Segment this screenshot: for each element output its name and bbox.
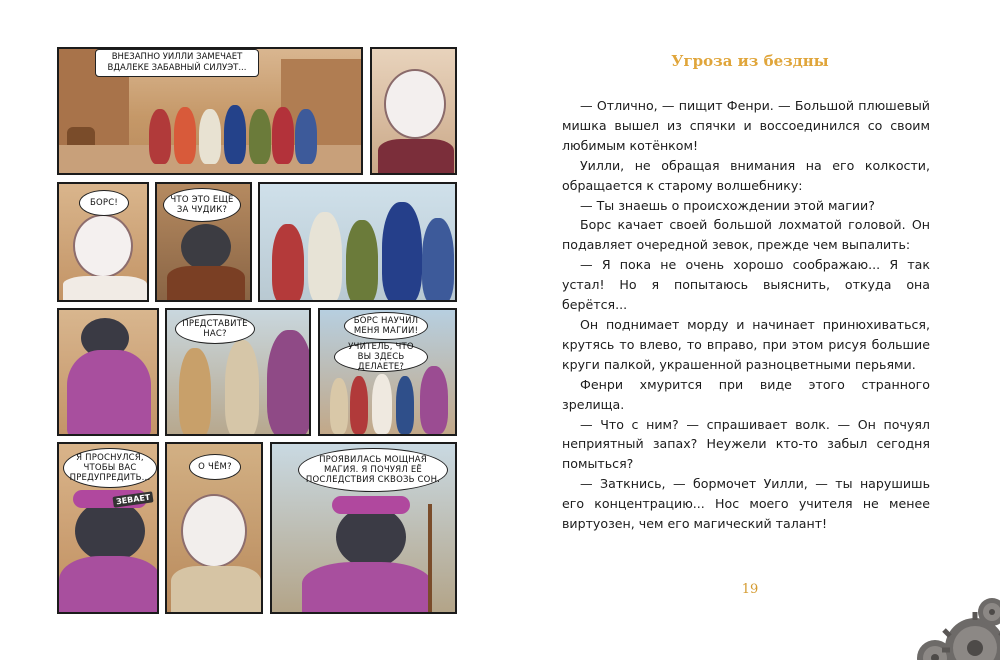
page-number: 19 bbox=[741, 582, 759, 597]
speech-bubble: ПРЕДСТАВИТЕ НАС? bbox=[175, 314, 255, 344]
white-tiger-body bbox=[63, 276, 147, 302]
body-text bbox=[562, 96, 930, 534]
comic-panel-street bbox=[57, 47, 363, 175]
comic-panel-tiger-brothers bbox=[258, 182, 457, 302]
paragraph: Он поднимает морду и начинает принюхиваться, крутясь то влево, то вправо, при этом рисуя большие круги палкой, украшенной разноцветными перьями. bbox=[562, 316, 930, 372]
comic-panel-white-tiger-question bbox=[165, 442, 263, 614]
tiger-character bbox=[330, 378, 348, 434]
tiger-group bbox=[249, 109, 271, 164]
narration-caption: ВНЕЗАПНО УИЛЛИ ЗАМЕЧАЕТ ВДАЛЕКЕ ЗАБАВНЫЙ СИЛУЭТ... bbox=[95, 49, 259, 77]
bear-character bbox=[267, 330, 311, 436]
feathered-staff bbox=[428, 504, 432, 614]
tiger-group bbox=[272, 107, 294, 164]
tiger-character bbox=[350, 376, 368, 434]
paragraph: — Заткнись, — бормочет Уилли, — ты нарушишь его концентрацию... Нос моего учителя не менее виртуозен, чем его магический талант! bbox=[562, 476, 930, 532]
comic-panel-bear bbox=[57, 308, 159, 436]
tiger-character bbox=[372, 374, 392, 434]
speech-bubble: Я ПРОСНУЛСЯ, ЧТОБЫ ВАС ПРЕДУПРЕДИТЬ... bbox=[63, 448, 157, 488]
comic-panel-introductions bbox=[165, 308, 311, 436]
bear-character bbox=[420, 366, 448, 434]
tiger-brother bbox=[422, 218, 454, 302]
comic-panel-bear-explains bbox=[270, 442, 457, 614]
paragraph: Фенри хмурится при виде этого странного зрелища. bbox=[562, 376, 930, 412]
white-tiger-body bbox=[378, 139, 454, 175]
comic-panel-wolf bbox=[155, 182, 252, 302]
comic-panel-white-tiger bbox=[57, 182, 149, 302]
white-tiger-body bbox=[171, 566, 261, 614]
bear-head bbox=[336, 506, 406, 568]
tiger-brother bbox=[308, 212, 342, 302]
tiger-character bbox=[179, 348, 211, 436]
wolf-head bbox=[181, 224, 231, 270]
paragraph: — Отлично, — пищит Фенри. — Большой плюшевый мишка вышел из спячки и воссоединился со своим любимым котёнком! bbox=[562, 98, 930, 153]
comic-panel-bear-yawning bbox=[57, 442, 159, 614]
paragraph: Борс качает своей большой лохматой головой. Он подавляет очередной зевок, прежде чем выпалить: bbox=[562, 217, 930, 253]
tiger-character bbox=[225, 340, 259, 436]
paragraph: — Я пока не очень хорошо соображаю... Я так устал! Но я попытаюсь выяснить, откуда она берётся... bbox=[562, 257, 930, 313]
bear-robe bbox=[59, 556, 159, 614]
speech-bubble: БОРС! bbox=[79, 190, 129, 216]
speech-bubble: ПРОЯВИЛАСЬ МОЩНАЯ МАГИЯ. Я ПОЧУЯЛ ЕЁ ПОСЛЕДСТВИЯ СКВОЗЬ СОН. bbox=[298, 448, 448, 492]
yawn-sound-effect: ЗЕВАЕТ bbox=[112, 491, 153, 508]
chapter-title: Угроза из бездны bbox=[671, 52, 829, 70]
tiger-group bbox=[149, 109, 171, 164]
comic-panel-crowd bbox=[318, 308, 457, 436]
bear-robe bbox=[67, 350, 151, 436]
comic-panel-white-tiger-portrait bbox=[370, 47, 457, 175]
speech-bubble: УЧИТЕЛЬ, ЧТО ВЫ ЗДЕСЬ ДЕЛАЕТЕ? bbox=[334, 342, 428, 372]
paragraph: Уилли, не обращая внимания на его колкости, обращается к старому волшебнику: bbox=[562, 157, 930, 193]
tiger-character bbox=[396, 376, 414, 434]
tiger-brother bbox=[382, 202, 422, 302]
paragraph: — Ты знаешь о происхождении этой магии? bbox=[580, 197, 875, 213]
tiger-group bbox=[199, 109, 221, 164]
speech-bubble: БОРС НАУЧИЛ МЕНЯ МАГИИ! bbox=[344, 312, 428, 340]
tiger-brother bbox=[346, 220, 378, 302]
tiger-group bbox=[224, 105, 246, 164]
speech-bubble: ЧТО ЭТО ЕЩЁ ЗА ЧУДИК? bbox=[163, 188, 241, 222]
wolf-body bbox=[167, 266, 245, 302]
gears-decoration-icon bbox=[880, 590, 1000, 660]
speech-bubble: О ЧЁМ? bbox=[189, 454, 241, 480]
paragraph: — Что с ним? — спрашивает волк. — Он почуял неприятный запах? Неужели кто-то забыл сегодня помыться? bbox=[562, 416, 930, 472]
tiger-group bbox=[174, 107, 196, 164]
tiger-group bbox=[295, 109, 317, 164]
white-tiger-head bbox=[181, 494, 247, 568]
white-tiger-head bbox=[73, 214, 133, 278]
bear-robe bbox=[302, 562, 432, 614]
bear-head bbox=[75, 500, 145, 562]
text-page bbox=[500, 0, 1000, 660]
bear-turban bbox=[332, 496, 410, 514]
white-tiger-head bbox=[384, 69, 446, 139]
tiger-brother bbox=[272, 224, 304, 302]
